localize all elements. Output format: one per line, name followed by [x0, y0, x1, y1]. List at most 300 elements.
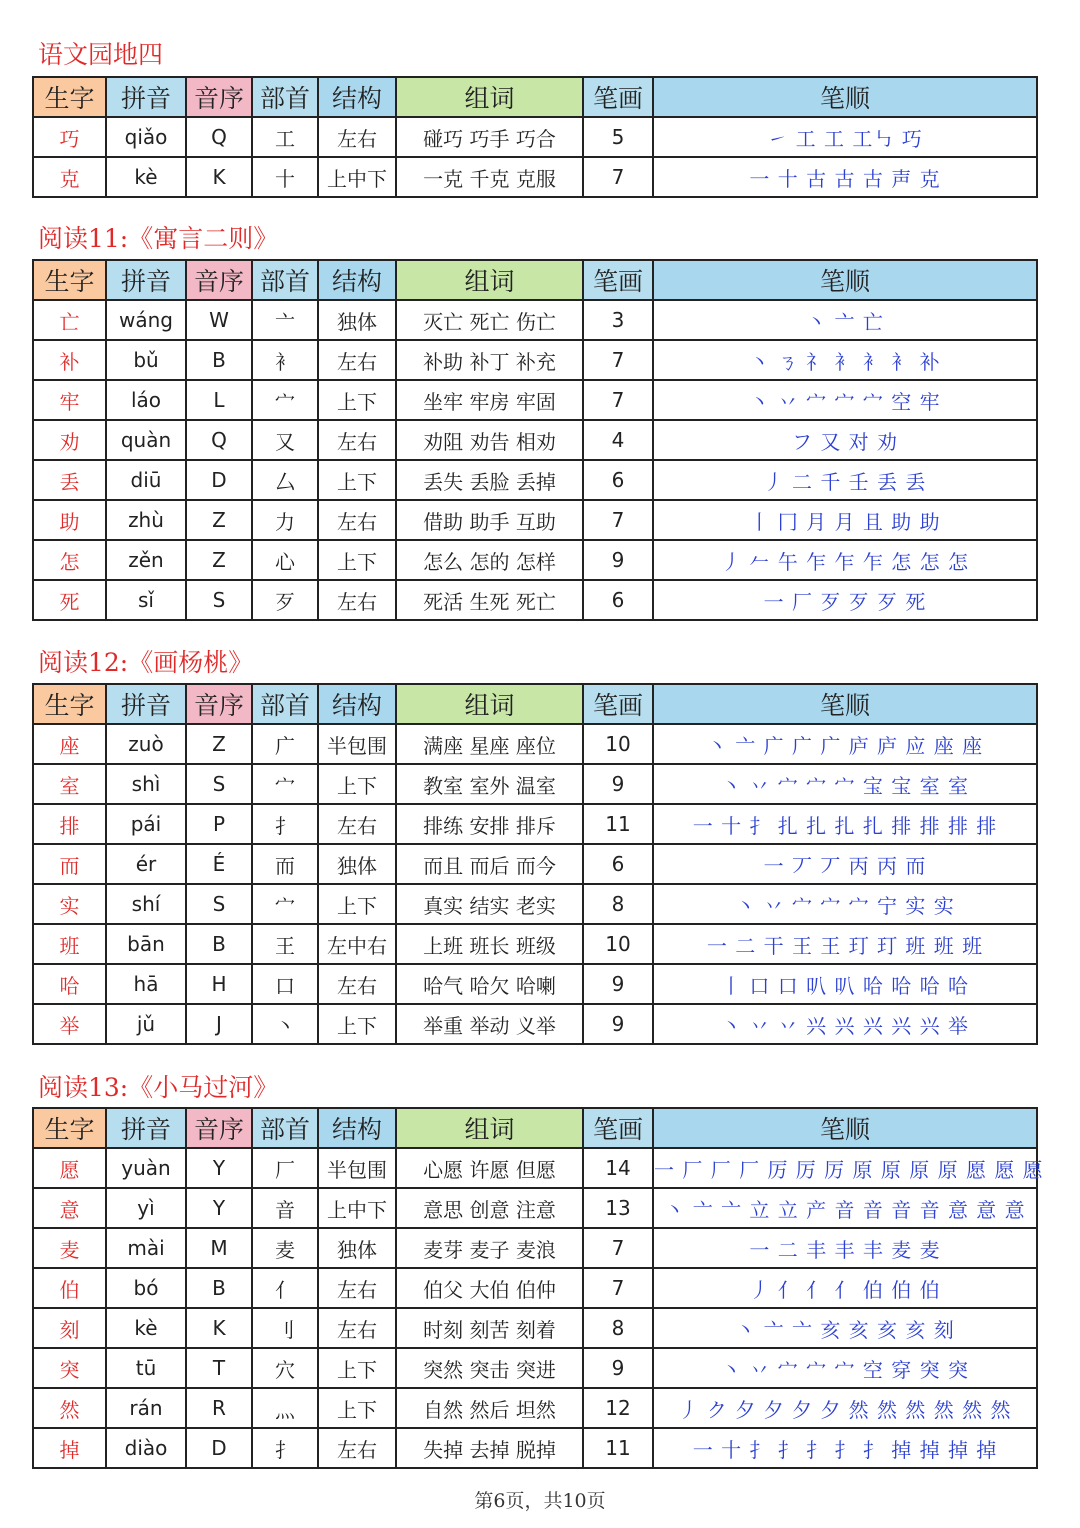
stroke-order-cell [653, 724, 1037, 764]
stroke-step: 丷 [749, 773, 771, 798]
structure-cell: 独体 [318, 844, 396, 884]
pinyin-cell: pái [106, 804, 186, 844]
stroke-step: 厂 [682, 1157, 704, 1182]
radical-cell: 又 [252, 420, 318, 460]
stroke-step: 丶 [721, 773, 743, 798]
stroke-step: 歹 [877, 589, 899, 614]
char-cell: 亡 [33, 300, 106, 340]
char-cell: 牢 [33, 380, 106, 420]
pinyin-cell: kè [106, 157, 186, 197]
stroke-step: 穿 [891, 1357, 913, 1382]
stroke-step: 厂 [791, 589, 813, 614]
radical-cell: 广 [252, 724, 318, 764]
stroke-step: 突 [919, 1357, 941, 1382]
column-header: 拼音 [106, 260, 186, 300]
stroke-step: 亥 [877, 1317, 899, 1342]
structure-cell: 上中下 [318, 157, 396, 197]
stroke-step: 扌 [749, 813, 771, 838]
sequence-cell: É [186, 844, 252, 884]
header-row [33, 1108, 1037, 1148]
char-cell: 愿 [33, 1148, 106, 1188]
stroke-step: 伯 [919, 1277, 941, 1302]
column-header: 音序 [186, 77, 252, 117]
stroke-step: 一 [763, 853, 785, 878]
structure-cell: 上下 [318, 1348, 396, 1388]
stroke-step: 十 [721, 813, 743, 838]
table-row [33, 300, 1037, 340]
words-cell: 而且 而后 而今 [396, 844, 583, 884]
structure-cell: 独体 [318, 300, 396, 340]
stroke-step: 玎 [848, 933, 870, 958]
column-header: 笔顺 [653, 684, 1037, 724]
column-header: 组词 [396, 77, 583, 117]
stroke-step: 衤 [891, 349, 913, 374]
structure-cell: 左中右 [318, 924, 396, 964]
stroke-order-cell [653, 884, 1037, 924]
structure-cell: 半包围 [318, 724, 396, 764]
words-cell: 教室 室外 温室 [396, 764, 583, 804]
stroke-step: 丷 [749, 1013, 771, 1038]
stroke-step: 音 [834, 1197, 856, 1222]
stroke-step: 丆 [820, 853, 842, 878]
stroke-order-cell [653, 380, 1037, 420]
words-cell: 碰巧 巧手 巧合 [396, 117, 583, 157]
stroke-step: 意 [976, 1197, 998, 1222]
stroke-step: 亥 [848, 1317, 870, 1342]
stroke-order-cell [653, 340, 1037, 380]
stroke-step: 宀 [791, 893, 813, 918]
pinyin-cell: diū [106, 460, 186, 500]
words-cell: 死活 生死 死亡 [396, 580, 583, 620]
words-cell: 排练 安排 排斥 [396, 804, 583, 844]
char-cell: 伯 [33, 1268, 106, 1308]
column-header: 组词 [396, 1108, 583, 1148]
stroke-step: 厂 [739, 1157, 761, 1182]
column-header: 笔顺 [653, 260, 1037, 300]
char-cell: 室 [33, 764, 106, 804]
char-cell: 实 [33, 884, 106, 924]
stroke-step: 掉 [947, 1437, 969, 1462]
stroke-step: 夕 [791, 1397, 813, 1422]
stroke-step: 麦 [891, 1237, 913, 1262]
structure-cell: 上下 [318, 764, 396, 804]
stroke-step: 掉 [891, 1437, 913, 1462]
table-row [33, 724, 1037, 764]
stroke-step: 夕 [735, 1397, 757, 1422]
stroke-step: 丰 [834, 1237, 856, 1262]
stroke-step: 厂 [710, 1157, 732, 1182]
stroke-step: 音 [919, 1197, 941, 1222]
stroke-step: 举 [947, 1013, 969, 1038]
column-header: 生字 [33, 260, 106, 300]
stroke-count-cell: 13 [583, 1188, 653, 1228]
pinyin-cell: zěn [106, 540, 186, 580]
stroke-step: 扌 [749, 1437, 771, 1462]
stroke-count-cell: 8 [583, 884, 653, 924]
char-cell: 掉 [33, 1428, 106, 1468]
words-cell: 突然 突击 突进 [396, 1348, 583, 1388]
stroke-step: 然 [877, 1397, 899, 1422]
stroke-count-cell: 7 [583, 500, 653, 540]
stroke-step: 扌 [834, 1437, 856, 1462]
pinyin-cell: hā [106, 964, 186, 1004]
words-cell: 一克 千克 克服 [396, 157, 583, 197]
stroke-step: 补 [919, 349, 941, 374]
words-cell: 坐牢 牢房 牢固 [396, 380, 583, 420]
stroke-order-cell [653, 1388, 1037, 1428]
table-row [33, 580, 1037, 620]
column-header: 笔画 [583, 1108, 653, 1148]
stroke-order-cell [653, 764, 1037, 804]
sequence-cell: B [186, 340, 252, 380]
words-cell: 灭亡 死亡 伤亡 [396, 300, 583, 340]
stroke-step: 扎 [862, 813, 884, 838]
character-table [32, 683, 1038, 1045]
pinyin-cell: qiǎo [106, 117, 186, 157]
stroke-step: 工㇉ [852, 126, 895, 151]
stroke-count-cell: 6 [583, 580, 653, 620]
stroke-step: 丶 [721, 1357, 743, 1382]
char-cell: 丢 [33, 460, 106, 500]
stroke-step: 一 [763, 589, 785, 614]
stroke-step: 扎 [777, 813, 799, 838]
stroke-step: 宀 [806, 389, 828, 414]
stroke-step: 二 [735, 933, 757, 958]
radical-cell: 音 [252, 1188, 318, 1228]
stroke-step: ㄋ [777, 349, 799, 374]
table-row [33, 884, 1037, 924]
pinyin-cell: bó [106, 1268, 186, 1308]
stroke-step: 班 [962, 933, 984, 958]
sequence-cell: D [186, 1428, 252, 1468]
table-row [33, 844, 1037, 884]
stroke-step: 哈 [919, 973, 941, 998]
words-cell: 上班 班长 班级 [396, 924, 583, 964]
stroke-step: 叭 [834, 973, 856, 998]
stroke-step: 劝 [877, 429, 899, 454]
words-cell: 自然 然后 坦然 [396, 1388, 583, 1428]
stroke-count-cell: 5 [583, 117, 653, 157]
table-row [33, 500, 1037, 540]
stroke-step: ク [706, 1397, 728, 1422]
radical-cell: 厶 [252, 460, 318, 500]
table-row [33, 924, 1037, 964]
structure-cell: 左右 [318, 500, 396, 540]
stroke-step: 亠 [692, 1197, 714, 1222]
stroke-step: 亥 [905, 1317, 927, 1342]
structure-cell: 左右 [318, 1308, 396, 1348]
radical-cell: 而 [252, 844, 318, 884]
radical-cell: 十 [252, 157, 318, 197]
stroke-step: 实 [905, 893, 927, 918]
words-cell: 借助 助手 互助 [396, 500, 583, 540]
stroke-step: 室 [947, 773, 969, 798]
stroke-step: 宀 [848, 893, 870, 918]
table-row [33, 1148, 1037, 1188]
stroke-step: 丨 [721, 973, 743, 998]
stroke-step: 又 [820, 429, 842, 454]
structure-cell: 上下 [318, 884, 396, 924]
stroke-step: 工 [795, 126, 817, 151]
char-cell: 补 [33, 340, 106, 380]
stroke-step: 庐 [848, 733, 870, 758]
stroke-step: 然 [905, 1397, 927, 1422]
stroke-step: 宀 [834, 1357, 856, 1382]
column-header: 笔画 [583, 684, 653, 724]
stroke-step: 歹 [820, 589, 842, 614]
section-title: 阅读13:《小马过河》 [38, 1073, 279, 1102]
sequence-cell: Y [186, 1188, 252, 1228]
table-row [33, 540, 1037, 580]
stroke-step: 丿 [749, 1277, 771, 1302]
table-row [33, 340, 1037, 380]
stroke-step: 壬 [848, 469, 870, 494]
structure-cell: 上中下 [318, 1188, 396, 1228]
sequence-cell: P [186, 804, 252, 844]
structure-cell: 左右 [318, 1428, 396, 1468]
stroke-step: 丿 [721, 549, 743, 574]
structure-cell: 上下 [318, 1388, 396, 1428]
column-header: 组词 [396, 684, 583, 724]
radical-cell: 厂 [252, 1148, 318, 1188]
stroke-step: 意 [947, 1197, 969, 1222]
stroke-step: 口 [749, 973, 771, 998]
sequence-cell: S [186, 884, 252, 924]
structure-cell: 上下 [318, 380, 396, 420]
structure-cell: 左右 [318, 420, 396, 460]
header-row [33, 260, 1037, 300]
column-header: 生字 [33, 684, 106, 724]
column-header: 笔画 [583, 260, 653, 300]
stroke-step: 乍 [862, 549, 884, 574]
stroke-step: 王 [791, 933, 813, 958]
stroke-step: 月 [834, 509, 856, 534]
stroke-step: 掉 [976, 1437, 998, 1462]
stroke-step: 一 [654, 1157, 675, 1182]
pinyin-cell: mài [106, 1228, 186, 1268]
stroke-step: 丨 [749, 509, 771, 534]
stroke-order-cell [653, 844, 1037, 884]
stroke-step: 意 [1004, 1197, 1026, 1222]
column-header: 组词 [396, 260, 583, 300]
pinyin-cell: zuò [106, 724, 186, 764]
stroke-step: 丶 [721, 1013, 743, 1038]
stroke-step: 丿 [678, 1397, 700, 1422]
stroke-step: 夕 [763, 1397, 785, 1422]
stroke-step: 产 [806, 1197, 828, 1222]
structure-cell: 上下 [318, 460, 396, 500]
character-table [32, 1107, 1044, 1469]
stroke-step: 突 [947, 1357, 969, 1382]
radical-cell: 宀 [252, 884, 318, 924]
radical-cell: 麦 [252, 1228, 318, 1268]
char-cell: 然 [33, 1388, 106, 1428]
column-header: 拼音 [106, 1108, 186, 1148]
stroke-step: 排 [976, 813, 998, 838]
table-row [33, 460, 1037, 500]
stroke-count-cell: 9 [583, 540, 653, 580]
stroke-step: 宝 [891, 773, 913, 798]
pinyin-cell: bān [106, 924, 186, 964]
radical-cell: 心 [252, 540, 318, 580]
header-row [33, 77, 1037, 117]
structure-cell: 上下 [318, 1004, 396, 1044]
radical-cell: 扌 [252, 804, 318, 844]
structure-cell: 半包围 [318, 1148, 396, 1188]
words-cell: 意思 创意 注意 [396, 1188, 583, 1228]
radical-cell: 刂 [252, 1308, 318, 1348]
stroke-step: 一 [749, 166, 771, 191]
char-cell: 劝 [33, 420, 106, 460]
column-header: 音序 [186, 1108, 252, 1148]
stroke-order-cell [653, 1188, 1037, 1228]
stroke-step: 座 [962, 733, 984, 758]
words-cell: 举重 举动 义举 [396, 1004, 583, 1044]
pinyin-cell: bǔ [106, 340, 186, 380]
words-cell: 怎么 怎的 怎样 [396, 540, 583, 580]
stroke-step: 古 [862, 166, 884, 191]
stroke-step: 十 [721, 1437, 743, 1462]
char-cell: 助 [33, 500, 106, 540]
sequence-cell: Z [186, 724, 252, 764]
stroke-step: 然 [990, 1397, 1012, 1422]
stroke-step: 座 [933, 733, 955, 758]
stroke-step: 声 [891, 166, 913, 191]
stroke-step: 丶 [749, 349, 771, 374]
stroke-step: 然 [962, 1397, 984, 1422]
radical-cell: 穴 [252, 1348, 318, 1388]
words-cell: 伯父 大伯 伯仲 [396, 1268, 583, 1308]
char-cell: 座 [33, 724, 106, 764]
stroke-step: 怎 [919, 549, 941, 574]
stroke-count-cell: 7 [583, 1268, 653, 1308]
stroke-order-cell [653, 1268, 1037, 1308]
radical-cell: 衤 [252, 340, 318, 380]
char-cell: 班 [33, 924, 106, 964]
column-header: 拼音 [106, 684, 186, 724]
stroke-count-cell: 11 [583, 804, 653, 844]
stroke-order-cell [653, 580, 1037, 620]
stroke-step: 扌 [806, 1437, 828, 1462]
stroke-order-cell [653, 460, 1037, 500]
stroke-step: 丶 [735, 1317, 757, 1342]
stroke-step: 扌 [862, 1437, 884, 1462]
stroke-count-cell: 8 [583, 1308, 653, 1348]
sequence-cell: T [186, 1348, 252, 1388]
stroke-count-cell: 14 [583, 1148, 653, 1188]
structure-cell: 左右 [318, 964, 396, 1004]
stroke-step: 夕 [820, 1397, 842, 1422]
stroke-step: 厉 [824, 1157, 846, 1182]
stroke-step: フ [791, 429, 813, 454]
char-cell: 而 [33, 844, 106, 884]
stroke-step: 宀 [806, 773, 828, 798]
stroke-step: 排 [947, 813, 969, 838]
stroke-count-cell: 11 [583, 1428, 653, 1468]
stroke-count-cell: 7 [583, 380, 653, 420]
char-cell: 排 [33, 804, 106, 844]
stroke-count-cell: 6 [583, 844, 653, 884]
stroke-step: 排 [891, 813, 913, 838]
stroke-order-cell [653, 924, 1037, 964]
column-header: 部首 [252, 684, 318, 724]
stroke-step: 月 [806, 509, 828, 534]
stroke-step: 丶 [706, 733, 728, 758]
stroke-order-cell [653, 1148, 1044, 1188]
table-row [33, 1348, 1037, 1388]
radical-cell: 王 [252, 924, 318, 964]
stroke-step: 排 [919, 813, 941, 838]
stroke-order-cell [653, 157, 1037, 197]
stroke-step: 宀 [834, 773, 856, 798]
column-header: 结构 [318, 260, 396, 300]
table-row [33, 1308, 1037, 1348]
words-cell: 失掉 去掉 脱掉 [396, 1428, 583, 1468]
words-cell: 满座 星座 座位 [396, 724, 583, 764]
column-header: 笔画 [583, 77, 653, 117]
stroke-step: 宀 [820, 893, 842, 918]
stroke-count-cell: 3 [583, 300, 653, 340]
char-cell: 巧 [33, 117, 106, 157]
stroke-step: 然 [848, 1397, 870, 1422]
stroke-order-cell [653, 1308, 1037, 1348]
stroke-step: 伯 [862, 1277, 884, 1302]
stroke-step: 丷 [763, 893, 785, 918]
stroke-step: 宝 [862, 773, 884, 798]
char-cell: 突 [33, 1348, 106, 1388]
stroke-order-cell [653, 804, 1037, 844]
stroke-step: 麦 [919, 1237, 941, 1262]
stroke-step: 古 [834, 166, 856, 191]
stroke-step: ㇀ [767, 126, 789, 151]
stroke-step: 立 [749, 1197, 771, 1222]
stroke-step: 而 [905, 853, 927, 878]
stroke-step: 哈 [862, 973, 884, 998]
stroke-step: 兴 [862, 1013, 884, 1038]
structure-cell: 独体 [318, 1228, 396, 1268]
column-header: 部首 [252, 77, 318, 117]
pinyin-cell: jǔ [106, 1004, 186, 1044]
stroke-step: 音 [862, 1197, 884, 1222]
column-header: 笔顺 [653, 1108, 1037, 1148]
stroke-step: 一 [706, 933, 728, 958]
character-table [32, 259, 1038, 621]
stroke-step: 丷 [777, 389, 799, 414]
stroke-order-cell [653, 300, 1037, 340]
column-header: 结构 [318, 684, 396, 724]
sequence-cell: Z [186, 500, 252, 540]
words-cell: 丢失 丢脸 丢掉 [396, 460, 583, 500]
stroke-step: 丷 [777, 1013, 799, 1038]
pinyin-cell: kè [106, 1308, 186, 1348]
stroke-step: 丶 [664, 1197, 686, 1222]
stroke-order-cell [653, 117, 1037, 157]
column-header: 结构 [318, 1108, 396, 1148]
column-header: 生字 [33, 77, 106, 117]
structure-cell: 左右 [318, 1268, 396, 1308]
char-cell: 克 [33, 157, 106, 197]
sequence-cell: Q [186, 420, 252, 460]
stroke-step: 哈 [947, 973, 969, 998]
page-footer: 第6页，共10页 [474, 1490, 606, 1512]
section-title: 语文园地四 [38, 40, 164, 69]
stroke-step: 原 [880, 1157, 902, 1182]
stroke-order-cell [653, 1348, 1037, 1388]
stroke-step: 衤 [862, 349, 884, 374]
stroke-step: 宁 [877, 893, 899, 918]
stroke-step: 乍 [806, 549, 828, 574]
stroke-count-cell: 12 [583, 1388, 653, 1428]
